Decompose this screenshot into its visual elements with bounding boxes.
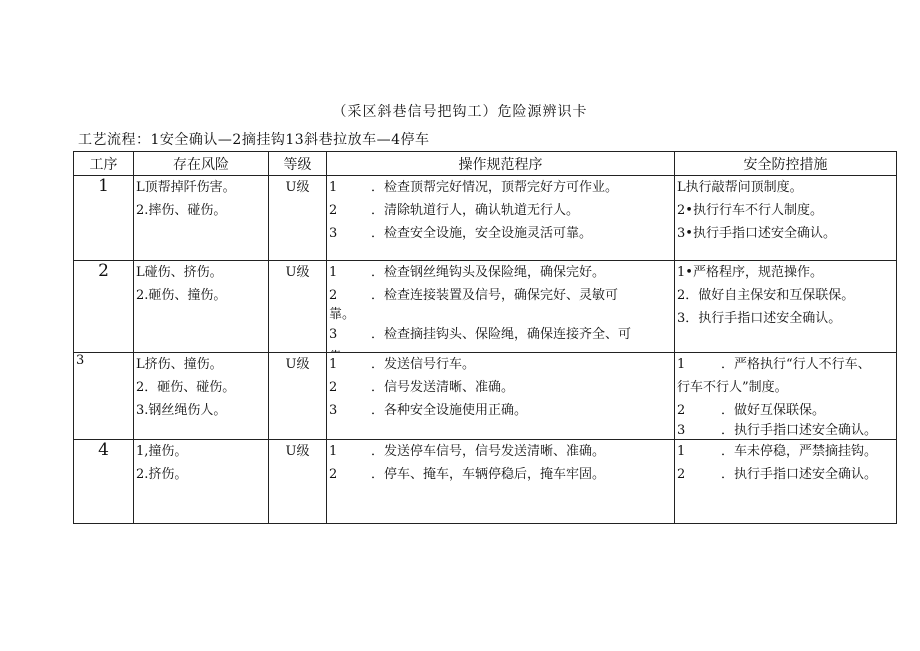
measure-item: L执行敲帮问顶制度。 — [677, 180, 803, 195]
procedure-cell — [327, 176, 675, 261]
procedure-cell — [327, 353, 675, 440]
measure-item: 1•严格程序，规范操作。 — [677, 265, 823, 280]
risk-level: U级 — [269, 440, 327, 524]
procedure-item: 1 ．发送信号行车。 — [329, 357, 476, 372]
header-level: 等级 — [269, 152, 327, 176]
process-flow: 工艺流程：1安全确认—2摘挂钩13斜巷拉放车—4停车 — [78, 132, 430, 148]
measure-item: 1 ．严格执行“行人不行车、 — [677, 357, 871, 372]
measure-cell — [675, 176, 897, 261]
table-row — [74, 440, 897, 524]
risk-level: U级 — [269, 261, 327, 353]
measure-item: 2 ．执行手指口述安全确认。 — [677, 467, 878, 482]
procedure-cell — [327, 440, 675, 524]
procedure-item: 1 ．检查顶帮完好情况，顶帮完好方可作业。 — [329, 180, 619, 195]
risk-level: U级 — [269, 353, 327, 440]
measure-item: 3•执行手指口述安全确认。 — [677, 226, 836, 241]
procedure-item: 2 ．检查连接装置及信号，确保完好、灵敏可 — [329, 288, 619, 303]
measure-cell — [675, 353, 897, 440]
procedure-item: 2 ．停车、掩车，车辆停稳后，掩车牢固。 — [329, 467, 606, 482]
risk-item: 2.挤伤。 — [136, 467, 188, 482]
risk-item: L碰伤、挤伤。 — [136, 265, 223, 280]
measure-item: 2．做好自主保安和互保联保。 — [677, 288, 855, 303]
step-number: 3 — [74, 353, 134, 440]
risk-item: 2．砸伤、碰伤。 — [136, 380, 236, 395]
risk-item: L挤伤、撞伤。 — [136, 357, 223, 372]
table-row — [74, 261, 897, 353]
procedure-item: 3 ．各种安全设施使用正确。 — [329, 403, 528, 418]
card-title: （采区斜巷信号把钩工）危险源辨识卡 — [332, 104, 588, 120]
risk-item: 3.钢丝绳伤人。 — [136, 403, 227, 418]
risk-cell — [134, 261, 269, 353]
table-row — [74, 176, 897, 261]
risk-level: U级 — [269, 176, 327, 261]
risk-item: 1,撞伤。 — [136, 444, 188, 459]
table-row — [74, 353, 897, 440]
measure-item-cont: 行车不行人”制度。 — [677, 380, 788, 395]
risk-cell — [134, 440, 269, 524]
measure-item: 2 ．做好互保联保。 — [677, 403, 826, 418]
measure-item: 2•执行行车不行人制度。 — [677, 203, 823, 218]
procedure-item: 1 ．检查钢丝绳钩头及保险绳，确保完好。 — [329, 265, 606, 280]
procedure-item-cont: 靠。 — [329, 307, 356, 322]
measure-cell — [675, 440, 897, 524]
procedure-item: 2 ．清除轨道行人，确认轨道无行人。 — [329, 203, 580, 218]
measure-cell — [675, 261, 897, 353]
header-risk: 存在风险 — [134, 152, 269, 176]
risk-item: L顶帮掉阡伤害。 — [136, 180, 236, 195]
procedure-item: 1 ．发送停车信号，信号发送清晰、准确。 — [329, 444, 606, 459]
procedure-cell — [327, 261, 675, 353]
step-number: 2 — [74, 261, 134, 353]
measure-item: 1 ．车未停稳，严禁摘挂钩。 — [677, 444, 878, 459]
measure-item: 3 ．执行手指口述安全确认。 — [677, 423, 878, 438]
risk-cell — [134, 353, 269, 440]
step-number: 1 — [74, 176, 134, 261]
hazard-table — [73, 151, 897, 524]
procedure-item-cont — [327, 346, 674, 352]
risk-cell — [134, 176, 269, 261]
procedure-item: 3 ．检查安全设施，安全设施灵活可靠。 — [329, 226, 593, 241]
procedure-item: 3 ．检查摘挂钩头、保险绳，确保连接齐全、可 — [329, 327, 632, 342]
procedure-item: 2 ．信号发送清晰、准确。 — [329, 380, 515, 395]
header-row — [74, 152, 897, 176]
step-number: 4 — [74, 440, 134, 524]
header-procedure: 操作规范程序 — [327, 152, 675, 176]
measure-item: 3．执行手指口述安全确认。 — [677, 311, 842, 326]
header-measures: 安全防控措施 — [675, 152, 897, 176]
risk-item: 2.摔伤、碰伤。 — [136, 203, 227, 218]
header-seq: 工序 — [74, 152, 134, 176]
risk-item: 2.砸伤、撞伤。 — [136, 288, 227, 303]
